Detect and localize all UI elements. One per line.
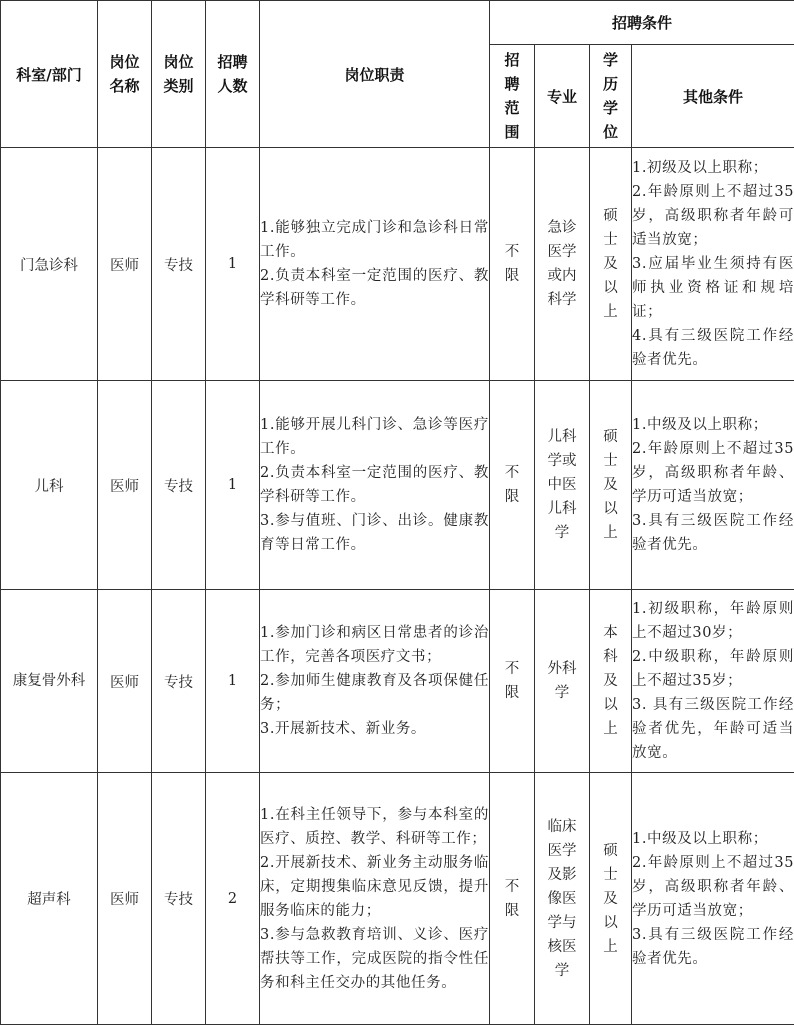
duty-item: 1.参加门诊和病区日常患者的诊治工作，完善各项医疗文书； — [260, 621, 489, 669]
count-cell: 1 — [206, 590, 260, 773]
count-cell: 1 — [206, 148, 260, 381]
condition-item: 3.具有三级医院工作经验者优先。 — [632, 509, 794, 557]
duty-item: 2.负责本科室一定范围的医疗、教学科研等工作。 — [260, 461, 489, 509]
dept-cell: 超声科 — [1, 773, 98, 1025]
duty-item: 2.负责本科室一定范围的医疗、教学科研等工作。 — [260, 264, 489, 312]
major-cell: 外科学 — [535, 590, 590, 773]
type-cell: 专技 — [152, 590, 206, 773]
scope-cell: 不限 — [490, 381, 535, 590]
other-cell — [632, 148, 794, 381]
other-cell — [632, 590, 794, 773]
degree-cell: 硕士及以上 — [590, 148, 632, 381]
duty-item: 2.参加师生健康教育及各项保健任务； — [260, 669, 489, 717]
duty-item: 1.能够开展儿科门诊、急诊等医疗工作。 — [260, 413, 489, 461]
type-cell: 专技 — [152, 773, 206, 1025]
duty-item: 3.参与急救教育培训、义诊、医疗帮扶等工作，完成医院的指令性任务和科主任交办的其他任务。 — [260, 923, 489, 995]
condition-item: 1.中级及以上职称； — [632, 413, 794, 437]
degree-cell: 本科及以上 — [590, 590, 632, 773]
post-cell: 医师 — [98, 590, 152, 773]
condition-item: 2.年龄原则上不超过35岁，高级职称者年龄、学历可适当放宽； — [632, 851, 794, 923]
condition-item: 2.年龄原则上不超过35岁，高级职称者年龄可适当放宽； — [632, 180, 794, 252]
major-cell: 儿科学或中医儿科学 — [535, 381, 590, 590]
duty-item: 3.开展新技术、新业务。 — [260, 717, 489, 741]
header-headcount: 招聘人数 — [206, 1, 260, 148]
other-cell — [632, 773, 794, 1025]
duty-item: 3.参与值班、门诊、出诊。健康教育等日常工作。 — [260, 509, 489, 557]
dept-cell: 门急诊科 — [1, 148, 98, 381]
post-cell: 医师 — [98, 381, 152, 590]
condition-item: 1.初级职称，年龄原则上不超过30岁； — [632, 597, 794, 645]
major-cell: 急诊医学或内科学 — [535, 148, 590, 381]
type-cell: 专技 — [152, 148, 206, 381]
scope-cell: 不限 — [490, 148, 535, 381]
table-row — [1, 590, 794, 773]
duty-item: 1.能够独立完成门诊和急诊科日常工作。 — [260, 216, 489, 264]
count-cell: 2 — [206, 773, 260, 1025]
post-cell: 医师 — [98, 773, 152, 1025]
duties-cell — [260, 773, 490, 1025]
table-row — [1, 148, 794, 381]
condition-item: 2.年龄原则上不超过35岁，高级职称者年龄、学历可适当放宽； — [632, 437, 794, 509]
header-conditions: 招聘条件 — [490, 1, 794, 45]
duty-item: 1.在科主任领导下，参与本科室的医疗、质控、教学、科研等工作； — [260, 803, 489, 851]
condition-item: 4.具有三级医院工作经验者优先。 — [632, 324, 794, 372]
condition-item: 3. 具有三级医院工作经验者优先，年龄可适当放宽。 — [632, 693, 794, 765]
scope-cell: 不限 — [490, 773, 535, 1025]
dept-cell: 康复骨外科 — [1, 590, 98, 773]
count-cell: 1 — [206, 381, 260, 590]
type-cell: 专技 — [152, 381, 206, 590]
condition-item: 2.中级职称，年龄原则上不超过35岁； — [632, 645, 794, 693]
dept-cell: 儿科 — [1, 381, 98, 590]
scope-cell: 不限 — [490, 590, 535, 773]
major-cell: 临床医学及影像医学与核医学 — [535, 773, 590, 1025]
duty-item: 2.开展新技术、新业务主动服务临床，定期搜集临床意见反馈，提升服务临床的能力； — [260, 851, 489, 923]
header-row-1 — [1, 1, 794, 45]
condition-item: 1.中级及以上职称； — [632, 827, 794, 851]
duties-cell — [260, 148, 490, 381]
header-scope: 招聘范围 — [490, 45, 535, 148]
duties-cell — [260, 381, 490, 590]
header-major: 专业 — [535, 45, 590, 148]
header-other: 其他条件 — [632, 45, 794, 148]
degree-cell: 硕士及以上 — [590, 381, 632, 590]
header-post-name: 岗位名称 — [98, 1, 152, 148]
condition-item: 1.初级及以上职称； — [632, 156, 794, 180]
post-cell: 医师 — [98, 148, 152, 381]
condition-item: 3.应届毕业生须持有医师执业资格证和规培证； — [632, 252, 794, 324]
header-duties: 岗位职责 — [260, 1, 490, 148]
header-post-type: 岗位类别 — [152, 1, 206, 148]
header-degree: 学历学位 — [590, 45, 632, 148]
degree-cell: 硕士及以上 — [590, 773, 632, 1025]
other-cell — [632, 381, 794, 590]
duties-cell — [260, 590, 490, 773]
table-row — [1, 773, 794, 1025]
header-dept: 科室/部门 — [1, 1, 98, 148]
table-row — [1, 381, 794, 590]
condition-item: 3.具有三级医院工作经验者优先。 — [632, 923, 794, 971]
